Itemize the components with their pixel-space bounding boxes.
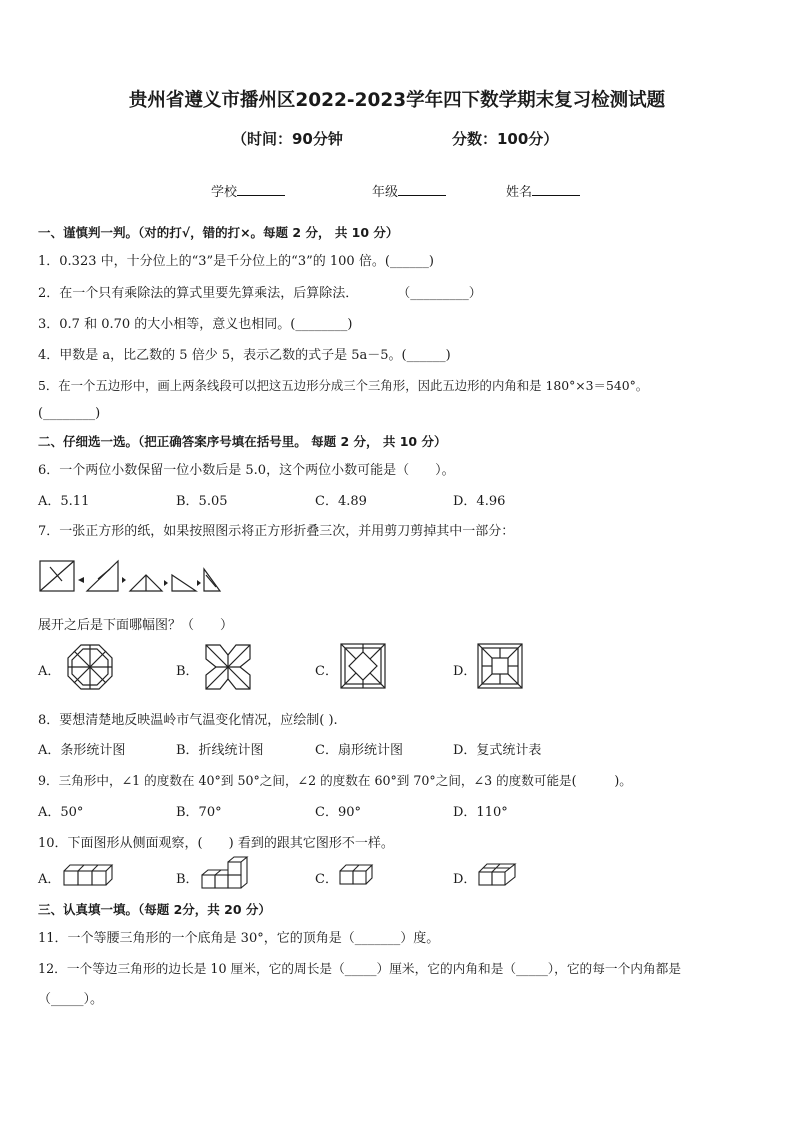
question-3: 3．0.7 和 0.70 的大小相等，意义也相同。(________) bbox=[38, 317, 353, 332]
question-12: 12．一个等边三角形的边长是 10 厘米，它的周长是（_____）厘米，它的内角和是（_____），它的每一个内角都是 bbox=[38, 961, 682, 976]
q7-option-c: C． bbox=[315, 664, 338, 679]
school-blank bbox=[237, 183, 285, 196]
q6-option-b: B．5.05 bbox=[176, 494, 228, 509]
q7-option-a-octagon-figure bbox=[66, 643, 114, 691]
grade-blank bbox=[398, 183, 446, 196]
q10-option-a-cubes-figure bbox=[62, 862, 112, 888]
name-field bbox=[506, 181, 580, 200]
school-field bbox=[211, 181, 285, 200]
name-label: 姓名 bbox=[506, 185, 533, 200]
question-1: 1．0.323 中，十分位上的“3”是千分位上的“3”的 100 倍。(______) bbox=[38, 254, 434, 269]
q9-option-a: A．50° bbox=[38, 805, 84, 820]
page-title: 贵州省遵义市播州区2022-2023学年四下数学期末复习检测试题 bbox=[128, 90, 666, 111]
q7-option-b-cross-figure bbox=[204, 643, 252, 691]
q10-option-c-cubes-figure bbox=[338, 862, 378, 888]
q7-option-b: B． bbox=[176, 664, 199, 679]
q8-option-d: D．复式统计表 bbox=[453, 743, 542, 758]
q6-option-d: D．4.96 bbox=[453, 494, 506, 509]
q10-option-c: C． bbox=[315, 872, 338, 887]
question-10: 10．下面图形从侧面观察，( ) 看到的跟其它图形不一样。 bbox=[38, 836, 394, 851]
name-blank bbox=[532, 183, 580, 196]
section-1-heading: 一、谨慎判一判。（对的打√，错的打×。每题 2 分， 共 10 分） bbox=[38, 225, 399, 240]
q7-option-a: A． bbox=[38, 664, 61, 679]
q10-option-d: D． bbox=[453, 872, 477, 887]
question-8: 8．要想清楚地反映温岭市气温变化情况，应绘制( ). bbox=[38, 713, 338, 728]
question-5: 5．在一个五边形中，画上两条线段可以把这五边形分成三个三角形，因此五边形的内角和是 180°×3＝540°。 bbox=[38, 378, 649, 393]
question-9: 9．三角形中，∠1 的度数在 40°到 50°之间，∠2 的度数在 60°到 70°之间，∠3 的度数可能是( )。 bbox=[38, 773, 632, 788]
q8-option-a: A．条形统计图 bbox=[38, 743, 126, 758]
paper-folding-figure bbox=[38, 555, 223, 595]
q6-option-a: A．5.11 bbox=[38, 494, 90, 509]
q7-option-d-square-figure bbox=[477, 643, 523, 689]
question-6: 6．一个两位小数保留一位小数后是 5.0，这个两位小数可能是（ ）。 bbox=[38, 463, 455, 478]
question-2: 2．在一个只有乘除法的算式里要先算乘法，后算除法． （_________） bbox=[38, 286, 482, 301]
q8-option-b: B．折线统计图 bbox=[176, 743, 264, 758]
question-5-answer: (________) bbox=[38, 406, 101, 421]
question-4: 4．甲数是 a，比乙数的 5 倍少 5，表示乙数的式子是 5a－5。(______) bbox=[38, 348, 451, 363]
q10-option-b-cubes-figure bbox=[200, 856, 252, 890]
section-2-heading: 二、仔细选一选。（把正确答案序号填在括号里。 每题 2 分， 共 10 分） bbox=[38, 434, 447, 449]
question-11: 11．一个等腰三角形的一个底角是 30°，它的顶角是（_______）度。 bbox=[38, 931, 440, 946]
exam-score: 分数：100分） bbox=[452, 130, 559, 148]
exam-time: （时间：90分钟 bbox=[232, 130, 343, 148]
grade-field bbox=[372, 181, 446, 200]
q9-option-b: B．70° bbox=[176, 805, 222, 820]
q7-option-d: D． bbox=[453, 664, 477, 679]
q10-option-d-cubes-figure bbox=[477, 860, 521, 890]
q9-option-d: D．110° bbox=[453, 805, 508, 820]
question-7: 7．一张正方形的纸，如果按照图示将正方形折叠三次，并用剪刀剪掉其中一部分： bbox=[38, 524, 515, 539]
q10-option-a: A． bbox=[38, 872, 61, 887]
q6-option-c: C．4.89 bbox=[315, 494, 367, 509]
grade-label: 年级 bbox=[372, 185, 399, 200]
question-7-prompt: 展开之后是下面哪幅图？（ ） bbox=[38, 618, 234, 633]
q7-option-c-diamond-figure bbox=[340, 643, 386, 689]
school-label: 学校 bbox=[211, 185, 238, 200]
section-3-heading: 三、认真填一填。（每题 2分，共 20 分） bbox=[38, 902, 271, 917]
q9-option-c: C．90° bbox=[315, 805, 361, 820]
question-12-answer: （_____）。 bbox=[38, 992, 104, 1007]
q10-option-b: B． bbox=[176, 872, 199, 887]
q8-option-c: C．扇形统计图 bbox=[315, 743, 403, 758]
